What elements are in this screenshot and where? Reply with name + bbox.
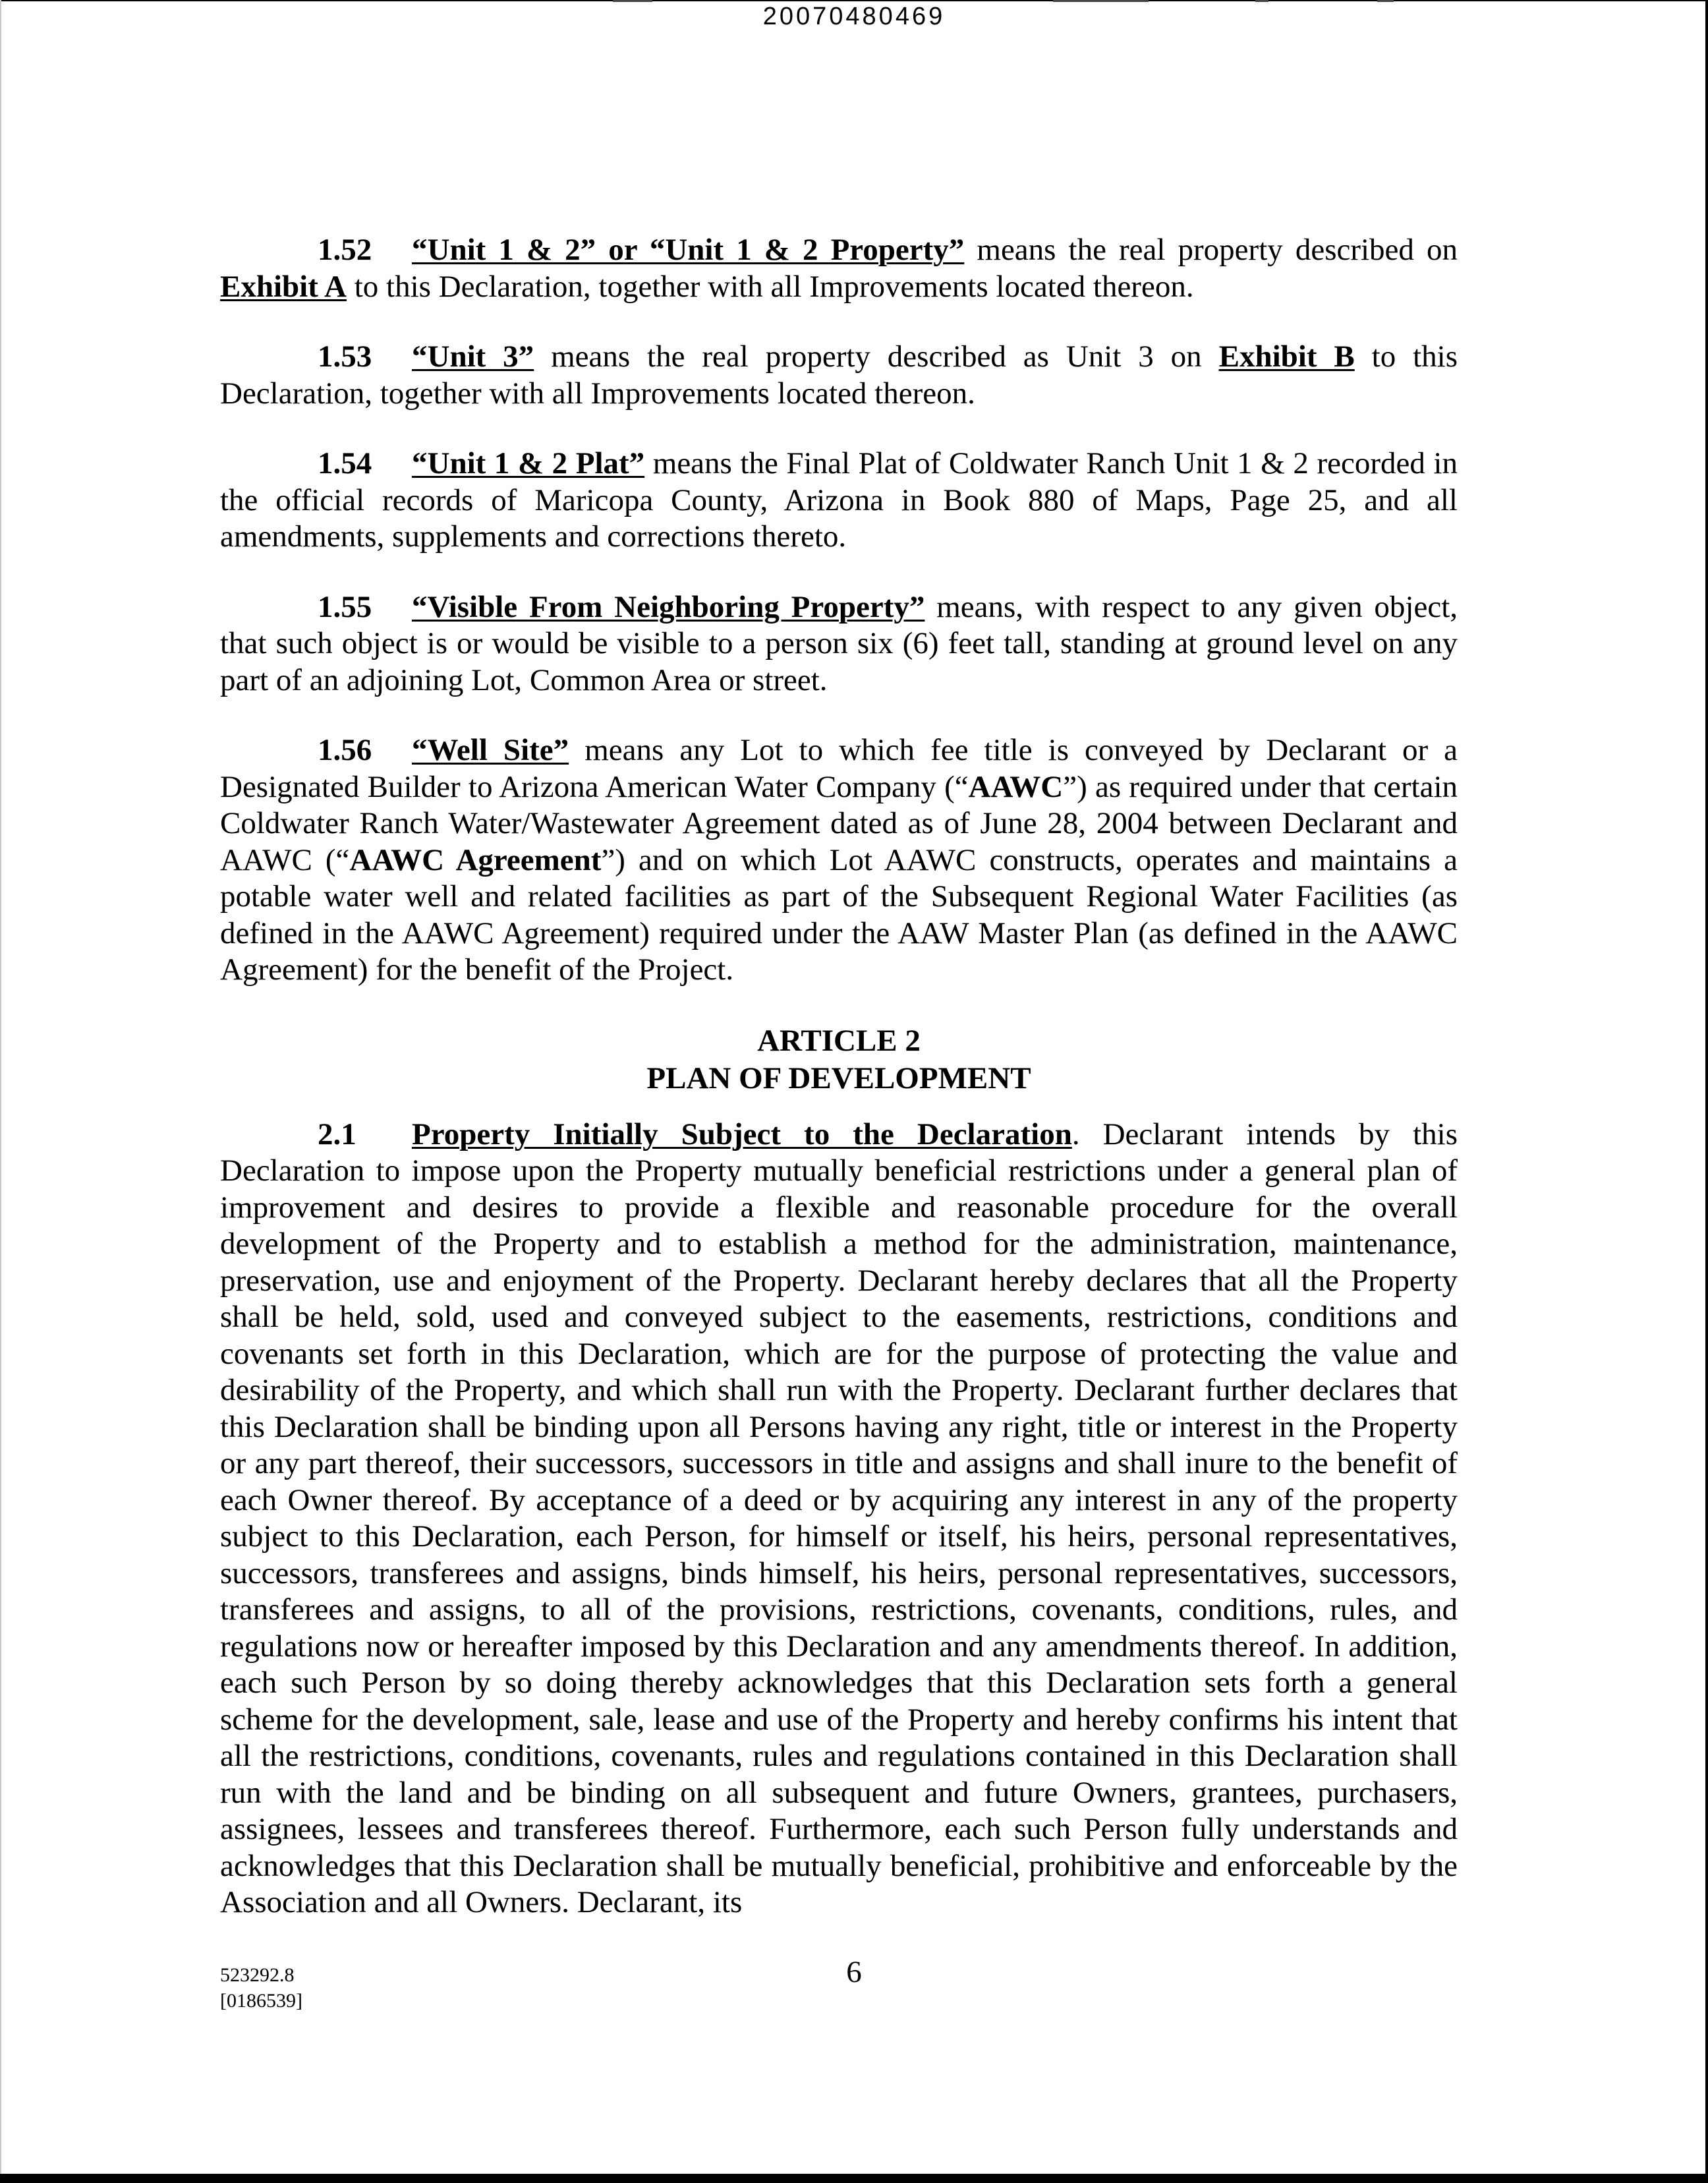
- defined-term: Property Initially Subject to the Declaration: [412, 1117, 1072, 1151]
- section-number: 1.56: [318, 733, 372, 767]
- bold-text: AAWC: [968, 769, 1064, 804]
- body-text: . Declarant intends by this Declaration to impose upon the Property mutually beneficial restrictions under a general plan of improvement and desires to provide a flexible and reasonable procedure for the overall development of the Property and to establish a method for the administration, maintenance, preservation, use and enjoyment of the Property. Declarant hereby declares that all the Property shall be held, sold, used and conveyed subject to the easements, restrictions, conditions and covenants set forth in this Declaration, which are for the purpose of protecting the value and desirability of the Property, and which shall run with the Property. Declarant further declares that this Declaration shall be binding upon all Persons having any right, title or interest in the Property or any part thereof, their successors, successors in title and assigns and shall inure to the benefit of each Owner thereof. By acceptance of a deed or by acquiring any interest in any of the property subject to this Declaration, each Person, for himself or itself, his heirs, personal representatives, successors, transferees and assigns, binds himself, his heirs, personal representatives, successors, transferees and assigns, to all of the provisions, restrictions, covenants, conditions, rules, and regulations now or hereafter imposed by this Declaration and any amendments thereof. In addition, each such Person by so doing thereby acknowledges that this Declaration sets forth a general scheme for the development, sale, lease and use of the Property and hereby confirms his intent that all the restrictions, conditions, covenants, rules and regulations contained in this Declaration shall run with the land and be binding on all subsequent and future Owners, grantees, purchasers, assignees, lessees and transferees thereof. Furthermore, each such Person fully understands and acknowledges that this Declaration shall be mutually beneficial, prohibitive and enforceable by the Association and all Owners. Declarant, its: [220, 1117, 1458, 1919]
- section-number: 1.55: [318, 589, 372, 624]
- scan-border-right: [1705, 0, 1708, 2183]
- body-text: to this Declaration, together with all Improvements located thereon.: [347, 269, 1194, 304]
- scan-border-top: [0, 0, 1708, 1]
- recording-number: 20070480469: [762, 3, 946, 30]
- bold-text: AAWC Agreement: [349, 842, 602, 877]
- body-text: means the real property described on: [964, 233, 1458, 267]
- section-number: 1.54: [318, 446, 372, 480]
- body-text: means the Final Plat of Coldwater Ranch Unit 1 & 2 recorded in the official records of Maricopa County, Arizona in Book 880 of Maps, Page 25, and all amendments, supplements and corrections thereto.: [220, 446, 1458, 554]
- body-text: means any Lot to which fee title is conveyed by Declarant or a Designated Builder to Arizona American Water Company (“: [220, 733, 1458, 804]
- body-text: means the real property described as Unit 3 on: [534, 339, 1219, 374]
- scan-mark: [1255, 0, 1268, 2]
- defined-term: “Unit 3”: [412, 339, 534, 374]
- article-heading: [220, 1022, 1458, 1097]
- definition-paragraph: [220, 589, 1458, 699]
- body-text: ”) as required under that certain Coldwater Ranch Water/Wastewater Agreement dated as of June 28, 2004 between Declarant and AAWC (“: [220, 769, 1458, 877]
- page-number: 6: [846, 1955, 862, 1989]
- body-text: to this Declaration, together with all Improvements located thereon.: [220, 339, 1458, 411]
- article-title: PLAN OF DEVELOPMENT: [646, 1061, 1031, 1095]
- definition-paragraph: [220, 339, 1458, 412]
- scan-mark: [613, 0, 652, 2]
- client-reference: [0186539]: [220, 1990, 302, 2012]
- section-2-1: [220, 1117, 1458, 1921]
- document-number: 523292.8: [220, 1964, 295, 1986]
- scan-mark: [1053, 0, 1149, 2]
- defined-term: “Visible From Neighboring Property”: [412, 589, 925, 624]
- definition-paragraph: [220, 446, 1458, 556]
- scan-border-bottom: [0, 2174, 1708, 2183]
- scan-mark: [1377, 0, 1394, 2]
- defined-term: Exhibit B: [1218, 339, 1355, 374]
- section-number: 2.1: [318, 1117, 356, 1151]
- defined-term: “Unit 1 & 2” or “Unit 1 & 2 Property”: [412, 233, 965, 267]
- body-text: ”) and on which Lot AAWC constructs, operates and maintains a potable water well and related facilities as part of the Subsequent Regional Water Facilities (as defined in the AAWC Agreement) required under the AAW Master Plan (as defined in the AAWC Agreement) for the benefit of the Project.: [220, 842, 1458, 987]
- article-label: ARTICLE 2: [757, 1023, 921, 1058]
- defined-term: “Well Site”: [412, 733, 569, 767]
- document-body: [220, 232, 1458, 1921]
- body-text: means, with respect to any given object, that such object is or would be visible to a person six (6) feet tall, standing at ground level on any part of an adjoining Lot, Common Area or street.: [220, 589, 1458, 697]
- definition-paragraph: [220, 232, 1458, 305]
- defined-term: Exhibit A: [220, 269, 347, 304]
- section-number: 1.53: [318, 339, 372, 374]
- section-number: 1.52: [318, 233, 372, 267]
- defined-term: “Unit 1 & 2 Plat”: [412, 446, 645, 480]
- definition-paragraph: [220, 732, 1458, 989]
- definitions-list: [220, 232, 1458, 989]
- scan-border-left: [0, 0, 1, 2183]
